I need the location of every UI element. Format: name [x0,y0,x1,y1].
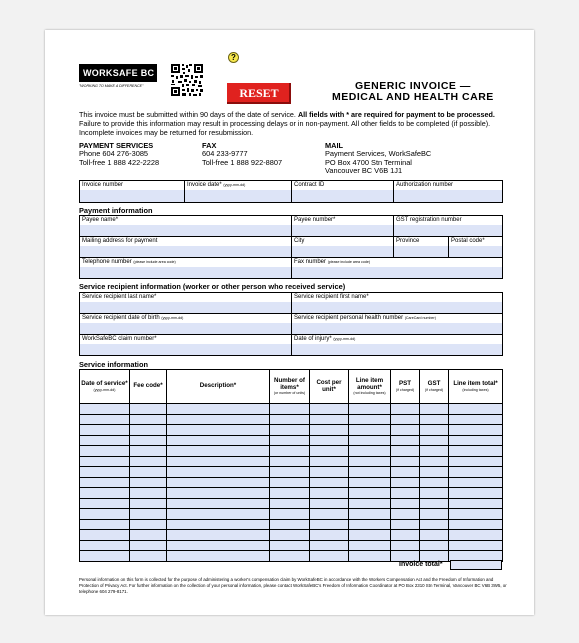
service-column-header [80,370,130,404]
recipient-phn-text: Service recipient personal health number [294,315,404,321]
contract-id-field[interactable] [292,181,394,203]
service-line-cell[interactable] [167,404,270,415]
service-line-cell[interactable] [270,540,310,551]
mail-line2: PO Box 4700 Stn Terminal [325,157,412,167]
service-line-cell[interactable] [167,425,270,436]
service-line-cell[interactable] [449,530,503,541]
service-line-cell[interactable] [80,425,130,436]
recipient-phn-hint: (CareCard number) [404,316,436,320]
service-column-header [449,370,503,404]
service-column-label: Line item amount* [355,376,384,391]
service-line-cell[interactable] [349,477,391,488]
service-line-cell[interactable] [167,456,270,467]
service-line-cell[interactable] [349,404,391,415]
service-line-cell[interactable] [349,456,391,467]
service-line-cell[interactable] [270,488,310,499]
service-line-cell[interactable] [130,540,167,551]
invoice-date-field[interactable] [185,181,292,203]
service-line-cell[interactable] [449,540,503,551]
service-line-cell[interactable] [420,414,449,425]
service-line-row [80,498,503,509]
telephone-field[interactable] [80,258,292,279]
recipient-dob-label [80,314,291,323]
telephone-text: Telephone number [82,259,132,265]
authorization-number-field[interactable] [394,181,503,203]
service-line-cell[interactable] [349,414,391,425]
service-line-cell[interactable] [167,498,270,509]
service-line-cell[interactable] [420,425,449,436]
mail-line1: Payment Services, WorkSafeBC [325,149,432,159]
service-line-row [80,477,503,488]
service-line-cell[interactable] [130,488,167,499]
recipient-first-name-field[interactable] [292,293,503,314]
service-line-cell[interactable] [167,551,270,562]
recipient-dob-hint: (yyyy-mm-dd) [161,316,184,320]
service-line-cell[interactable] [449,509,503,520]
telephone-hint: (please include area code) [133,260,176,264]
service-line-cell[interactable] [167,477,270,488]
service-table [79,369,503,562]
province-label: Province [394,237,448,246]
mail-contact [325,142,431,175]
service-line-cell[interactable] [420,509,449,520]
service-line-cell[interactable] [420,477,449,488]
recipient-last-name-field[interactable] [80,293,292,314]
invoice-date-text: Invoice date* [187,182,222,188]
service-line-cell[interactable] [270,425,310,436]
service-line-cell[interactable] [270,446,310,457]
payee-name-field[interactable] [80,216,292,237]
service-line-row [80,551,503,562]
province-field[interactable] [394,237,449,258]
service-line-row [80,435,503,446]
service-column-hint: (not including taxes) [353,391,386,396]
service-line-cell[interactable] [130,509,167,520]
payment-services-tollfree: Toll-free 1 888 422-2228 [79,157,160,167]
service-line-cell[interactable] [420,467,449,478]
service-line-cell[interactable] [391,477,420,488]
fax-tollfree: Toll-free 1 888 922-8807 [202,157,283,167]
gst-number-field[interactable] [394,216,503,237]
service-line-cell[interactable] [420,488,449,499]
service-line-cell[interactable] [349,540,391,551]
payment-services-title: PAYMENT SERVICES [79,141,154,150]
recipient-dob-text: Service recipient date of birth [82,315,160,321]
service-line-cell[interactable] [270,467,310,478]
gst-number-label: GST registration number [394,216,502,225]
service-column-header [391,370,420,404]
payment-services-phone: Phone 604 276-3085 [79,149,149,159]
service-line-row [80,519,503,530]
service-line-row [80,446,503,457]
service-line-cell[interactable] [391,446,420,457]
service-line-cell[interactable] [391,498,420,509]
invoice-number-field[interactable] [80,181,185,203]
service-line-cell[interactable] [420,456,449,467]
service-line-cell[interactable] [270,551,310,562]
service-line-cell[interactable] [167,414,270,425]
service-line-cell[interactable] [130,446,167,457]
intro-required-note: All fields with * are required for payment to be processed. [297,110,495,119]
recipient-section-title: Service recipient information (worker or other person who received service) [79,282,346,291]
invoice-header-table [79,180,503,203]
service-line-cell[interactable] [80,530,130,541]
service-line-row [80,530,503,541]
service-line-cell[interactable] [391,425,420,436]
service-line-cell[interactable] [310,498,349,509]
service-line-row [80,467,503,478]
service-line-cell[interactable] [310,551,349,562]
recipient-phn-label [292,314,502,323]
service-line-cell[interactable] [167,488,270,499]
service-line-cell[interactable] [130,519,167,530]
invoice-date-label [185,181,291,190]
service-line-cell[interactable] [130,435,167,446]
service-line-cell[interactable] [449,488,503,499]
logo-tagline: "WORKING TO MAKE A DIFFERENCE" [79,84,144,88]
service-column-label: Fee code* [133,382,163,390]
service-line-cell[interactable] [349,551,391,562]
payee-number-label: Payee number* [292,216,393,225]
service-line-cell[interactable] [270,509,310,520]
service-line-cell[interactable] [167,509,270,520]
contract-id-label: Contract ID [292,181,393,190]
fax-text: Fax number [294,259,327,265]
service-line-cell[interactable] [310,530,349,541]
service-line-cell[interactable] [420,404,449,415]
help-icon[interactable] [228,52,239,63]
service-line-cell[interactable] [130,530,167,541]
service-line-cell[interactable] [391,530,420,541]
service-line-cell[interactable] [310,456,349,467]
service-line-cell[interactable] [449,467,503,478]
service-line-row [80,540,503,551]
service-line-cell[interactable] [391,414,420,425]
service-line-cell[interactable] [310,509,349,520]
service-column-label: Line item total* [453,380,498,388]
service-line-cell[interactable] [420,446,449,457]
service-line-row [80,425,503,436]
service-line-cell[interactable] [391,404,420,415]
mail-title: MAIL [325,141,344,150]
service-line-cell[interactable] [349,446,391,457]
service-line-cell[interactable] [310,435,349,446]
service-line-cell[interactable] [420,435,449,446]
payee-name-label: Payee name* [80,216,291,225]
postal-code-field[interactable] [449,237,503,258]
service-line-cell[interactable] [349,498,391,509]
invoice-total-label: Invoice total* [399,561,443,568]
service-line-cell[interactable] [270,519,310,530]
service-line-cell[interactable] [130,477,167,488]
claim-number-label: WorkSafeBC claim number* [80,335,291,344]
service-line-cell[interactable] [349,530,391,541]
invoice-date-hint: (yyyy-mm-dd) [223,183,246,187]
service-column-hint: (if charged) [395,387,415,392]
service-line-cell[interactable] [420,519,449,530]
service-line-cell[interactable] [391,540,420,551]
service-line-cell[interactable] [349,467,391,478]
service-line-cell[interactable] [270,404,310,415]
fax-contact [202,142,282,167]
service-line-cell[interactable] [449,404,503,415]
service-line-cell[interactable] [167,446,270,457]
service-section-title: Service information [79,360,148,369]
city-label: City [292,237,393,246]
service-line-cell[interactable] [130,404,167,415]
service-column-hint: (yyyy-mm-dd) [93,387,116,392]
service-line-cell[interactable] [167,540,270,551]
service-line-cell[interactable] [349,488,391,499]
service-line-row [80,488,503,499]
service-line-cell[interactable] [80,435,130,446]
date-of-injury-hint: (yyyy-mm-dd) [333,337,356,341]
service-line-cell[interactable] [449,519,503,530]
service-line-cell[interactable] [310,540,349,551]
service-line-cell[interactable] [449,414,503,425]
service-column-header [349,370,391,404]
mailing-address-label: Mailing address for payment [80,237,291,246]
service-line-cell[interactable] [310,404,349,415]
logo-text: WORKSAFE BC [83,68,155,78]
privacy-footer: Personal information on this form is collected for the purpose of administering a worker's compensation claim by WorkSafeBC in accordance with the Workers Compensation Act and the Freedom of Information and Protection of Privacy Act. For further information on the collection of your personal information, please contact WorkSafeBC's Freedom of Information Coordinator at PO Box 2310 Stn Terminal, Vancouver BC V6B 3W5, or telephone 604 279-8171. [79,577,507,594]
payment-table [79,215,503,279]
service-line-cell[interactable] [80,456,130,467]
service-line-cell[interactable] [420,540,449,551]
recipient-phn-field[interactable] [292,314,503,335]
service-column-label: Number of items* [274,376,305,391]
service-column-header [310,370,349,404]
service-line-cell[interactable] [449,435,503,446]
invoice-total-field[interactable] [450,560,502,570]
service-line-cell[interactable] [449,498,503,509]
date-of-injury-label [292,335,502,344]
mail-line3: Vancouver BC V6B 1J1 [325,165,403,175]
form-title-line2: MEDICAL AND HEALTH CARE [332,91,494,103]
recipient-table [79,292,503,356]
service-line-cell[interactable] [130,425,167,436]
service-column-hint: (or number of units) [273,391,306,396]
intro-text [79,110,507,137]
service-line-cell[interactable] [349,435,391,446]
service-line-cell[interactable] [80,509,130,520]
service-line-cell[interactable] [130,467,167,478]
service-line-cell[interactable] [130,414,167,425]
city-field[interactable] [292,237,394,258]
service-line-cell[interactable] [80,498,130,509]
service-line-cell[interactable] [349,519,391,530]
service-line-cell[interactable] [80,519,130,530]
fax-number: 604 233-9777 [202,149,248,159]
service-line-row [80,404,503,415]
service-line-cell[interactable] [449,477,503,488]
service-line-cell[interactable] [420,530,449,541]
service-line-cell[interactable] [130,498,167,509]
service-line-row [80,414,503,425]
service-line-cell[interactable] [449,456,503,467]
service-column-label: GST [427,380,441,388]
service-column-header [130,370,167,404]
service-line-cell[interactable] [167,519,270,530]
fax-label [292,258,502,267]
service-line-cell[interactable] [80,467,130,478]
service-column-header [420,370,449,404]
service-line-cell[interactable] [80,488,130,499]
fax-hint: (please include area code) [327,260,371,264]
service-line-cell[interactable] [130,551,167,562]
service-line-cell[interactable] [310,425,349,436]
service-line-cell[interactable] [167,467,270,478]
recipient-dob-field[interactable] [80,314,292,335]
payment-section-title: Payment information [79,206,153,215]
service-line-cell[interactable] [449,425,503,436]
recipient-first-name-label: Service recipient first name* [292,293,502,302]
date-of-injury-text: Date of injury* [294,336,332,342]
service-line-cell[interactable] [80,477,130,488]
invoice-form-page [45,30,534,615]
service-line-cell[interactable] [167,530,270,541]
service-line-cell[interactable] [80,414,130,425]
service-line-cell[interactable] [270,477,310,488]
service-line-cell[interactable] [420,498,449,509]
service-line-cell[interactable] [270,435,310,446]
service-line-cell[interactable] [349,509,391,520]
barcode-icon [170,63,204,97]
telephone-label [80,258,291,267]
service-column-label: Cost per unit* [316,378,342,393]
service-line-cell[interactable] [130,456,167,467]
fax-title: FAX [202,141,217,150]
service-line-cell[interactable] [270,530,310,541]
service-line-cell[interactable] [310,488,349,499]
service-line-cell[interactable] [449,446,503,457]
service-line-cell[interactable] [391,488,420,499]
service-line-cell[interactable] [420,551,449,562]
form-title-line1: GENERIC INVOICE — [355,80,471,92]
service-line-cell[interactable] [310,414,349,425]
fax-field[interactable] [292,258,503,279]
service-line-cell[interactable] [391,551,420,562]
service-line-cell[interactable] [80,540,130,551]
service-column-hint: (including taxes) [462,387,489,392]
service-line-cell[interactable] [80,404,130,415]
payment-services-contact [79,142,159,167]
payee-number-field[interactable] [292,216,394,237]
service-line-cell[interactable] [349,425,391,436]
service-line-cell[interactable] [167,435,270,446]
service-line-cell[interactable] [310,446,349,457]
reset-button[interactable]: RESET [227,83,291,104]
intro-part1: This invoice must be submitted within 90 days of the date of service. [79,110,298,119]
service-column-header [270,370,310,404]
service-column-hint: (if charged) [424,387,444,392]
date-of-injury-field[interactable] [292,335,503,356]
service-line-row [80,509,503,520]
service-line-row [80,456,503,467]
service-line-cell[interactable] [310,519,349,530]
authorization-number-label: Authorization number [394,181,502,190]
mailing-address-field[interactable] [80,237,292,258]
service-line-cell[interactable] [391,509,420,520]
service-column-label: Date of service* [81,380,128,388]
help-symbol: ? [231,53,236,62]
service-line-cell[interactable] [310,477,349,488]
claim-number-field[interactable] [80,335,292,356]
service-line-cell[interactable] [270,414,310,425]
service-line-cell[interactable] [80,551,130,562]
service-line-cell[interactable] [270,456,310,467]
intro-part2: Failure to provide this information may result in processing delays or in non-payment. All other fields to be completed (if possible). Incomplete invoices may be returned for resubmission. [79,119,491,137]
service-line-cell[interactable] [310,467,349,478]
recipient-last-name-label: Service recipient last name* [80,293,291,302]
service-line-cell[interactable] [391,519,420,530]
service-column-header [167,370,270,404]
service-column-label: Description* [199,382,237,390]
worksafebc-logo [79,64,157,82]
service-column-label: PST [398,380,412,388]
postal-code-label: Postal code* [449,237,502,246]
service-line-cell[interactable] [391,456,420,467]
service-line-cell[interactable] [80,446,130,457]
service-line-cell[interactable] [270,498,310,509]
invoice-number-label: Invoice number [80,181,184,190]
service-line-cell[interactable] [391,467,420,478]
service-line-cell[interactable] [391,435,420,446]
